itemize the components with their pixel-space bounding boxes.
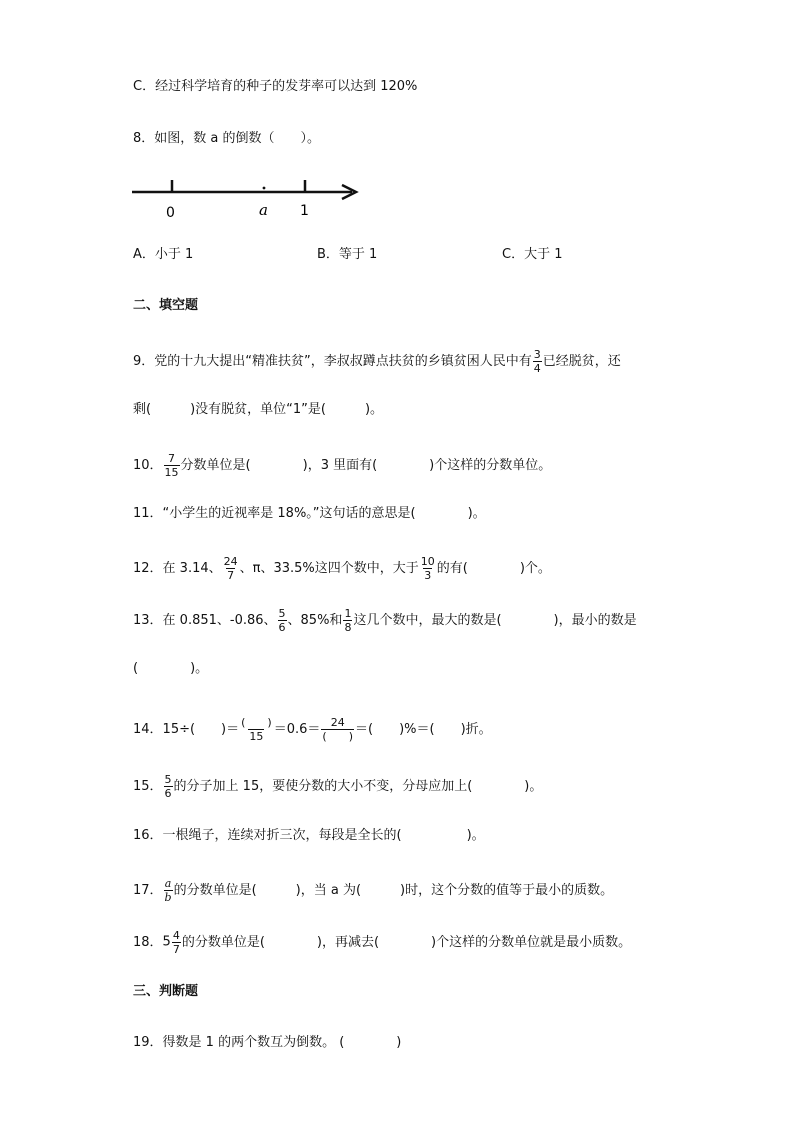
- q14-text-2: ＝0.6＝: [273, 722, 321, 737]
- q17-text: 的分数单位是( )，当 a 为( )时，这个分数的值等于最小的质数。: [173, 883, 614, 898]
- q13-fraction-1: [278, 607, 287, 634]
- q18-prefix: 18．: [133, 935, 163, 950]
- q12-fraction-1: [223, 555, 239, 582]
- question-18: [133, 929, 631, 956]
- q9-frac-num: 3: [533, 348, 541, 361]
- section-true-false-title: 三、判断题: [133, 984, 199, 999]
- q15-text: 的分子加上 15，要使分数的大小不变，分母应加上( )。: [173, 779, 543, 794]
- q18-frac-den: 7: [172, 943, 180, 956]
- question-17: [133, 877, 613, 904]
- q13-f2-den: 8: [344, 621, 352, 634]
- q9-fraction: [533, 348, 542, 375]
- q12-text-2: 、π、33.5%这四个数中，大于: [239, 561, 419, 576]
- q14-fraction-1: [240, 716, 273, 743]
- q14-f1-den: 15: [249, 730, 264, 743]
- question-10: [133, 452, 551, 479]
- q15-prefix: 15．: [133, 779, 163, 794]
- q12-f1-den: 7: [227, 569, 235, 582]
- label-one: 1: [300, 203, 309, 219]
- q17-fraction: [164, 877, 173, 904]
- option-c: C．大于 1: [502, 247, 563, 262]
- q12-fraction-2: [420, 555, 436, 582]
- q18-whole: 5: [162, 934, 171, 950]
- q18-frac-num: 4: [172, 929, 180, 942]
- q14-f2-den: ( ): [322, 730, 353, 743]
- label-a: a: [259, 201, 268, 219]
- option-b: B．等于 1: [317, 247, 378, 262]
- q12-f2-num: 10: [420, 555, 435, 568]
- q13-f1-num: 5: [278, 607, 286, 620]
- q15-frac-num: 5: [164, 773, 172, 786]
- q10-text: 分数单位是( )，3 里面有( )个这样的分数单位。: [180, 458, 552, 473]
- question-19: 19．得数是 1 的两个数互为倒数。 ( ): [133, 1035, 402, 1050]
- question-12: [133, 555, 551, 582]
- number-line-figure: [130, 172, 370, 222]
- q12-text-1: 12．在 3.14、: [133, 561, 222, 576]
- q18-fraction: [172, 929, 181, 956]
- q17-prefix: 17．: [133, 883, 163, 898]
- question-13-line-2: ( )。: [133, 661, 209, 676]
- q18-text: 的分数单位是( )，再减去( )个这样的分数单位就是最小质数。: [181, 935, 632, 950]
- q14-f1-num: ( ): [241, 716, 272, 729]
- q14-text-1: 14．15÷( )＝: [133, 722, 240, 737]
- question-15: [133, 773, 542, 800]
- q10-frac-den: 15: [164, 466, 179, 479]
- q10-frac-num: 7: [168, 452, 176, 465]
- q12-f2-den: 3: [424, 569, 432, 582]
- q14-fraction-2: [321, 716, 354, 743]
- question-8-stem: 8．如图，数 a 的倒数（ ）。: [133, 131, 321, 146]
- q15-fraction: [164, 773, 173, 800]
- question-16: 16．一根绳子，连续对折三次，每段是全长的( )。: [133, 828, 485, 843]
- question-13-line-1: [133, 607, 637, 634]
- q14-f2-num: 24: [330, 716, 345, 729]
- q17-frac-num: a: [164, 877, 172, 890]
- q13-text-3: 这几个数中，最大的数是( )，最小的数是: [353, 613, 637, 628]
- q13-f2-num: 1: [344, 607, 352, 620]
- q10-fraction: [164, 452, 180, 479]
- q13-text-1: 13．在 0.851、-0.86、: [133, 613, 277, 628]
- question-14: [133, 716, 492, 743]
- q13-text-2: 、85%和: [287, 613, 343, 628]
- q14-text-3: ＝( )%＝( )折。: [355, 722, 492, 737]
- q13-f1-den: 6: [278, 621, 286, 634]
- question-9-line-2: 剩( )没有脱贫，单位“1”是( )。: [133, 402, 384, 417]
- q9-frac-den: 4: [533, 362, 541, 375]
- q9-text-1: 9．党的十九大提出“精准扶贫”，李叔叔蹲点扶贫的乡镇贫困人民中有: [133, 354, 532, 369]
- q10-prefix: 10．: [133, 458, 163, 473]
- question-7-option-c: C．经过科学培育的种子的发芽率可以达到 120%: [133, 79, 418, 94]
- point-a: [263, 187, 266, 190]
- q15-frac-den: 6: [164, 787, 172, 800]
- q9-text-2: 已经脱贫，还: [542, 354, 621, 369]
- q17-frac-den: b: [164, 891, 172, 904]
- option-a: A．小于 1: [133, 247, 194, 262]
- q12-f1-num: 24: [223, 555, 238, 568]
- section-fill-blank-title: 二、填空题: [133, 298, 199, 313]
- q12-text-3: 的有( )个。: [436, 561, 551, 576]
- label-zero: 0: [166, 205, 175, 221]
- question-11: 11．“小学生的近视率是 18%。”这句话的意思是( )。: [133, 506, 486, 521]
- q13-fraction-2: [343, 607, 352, 634]
- question-9-line-1: [133, 348, 621, 375]
